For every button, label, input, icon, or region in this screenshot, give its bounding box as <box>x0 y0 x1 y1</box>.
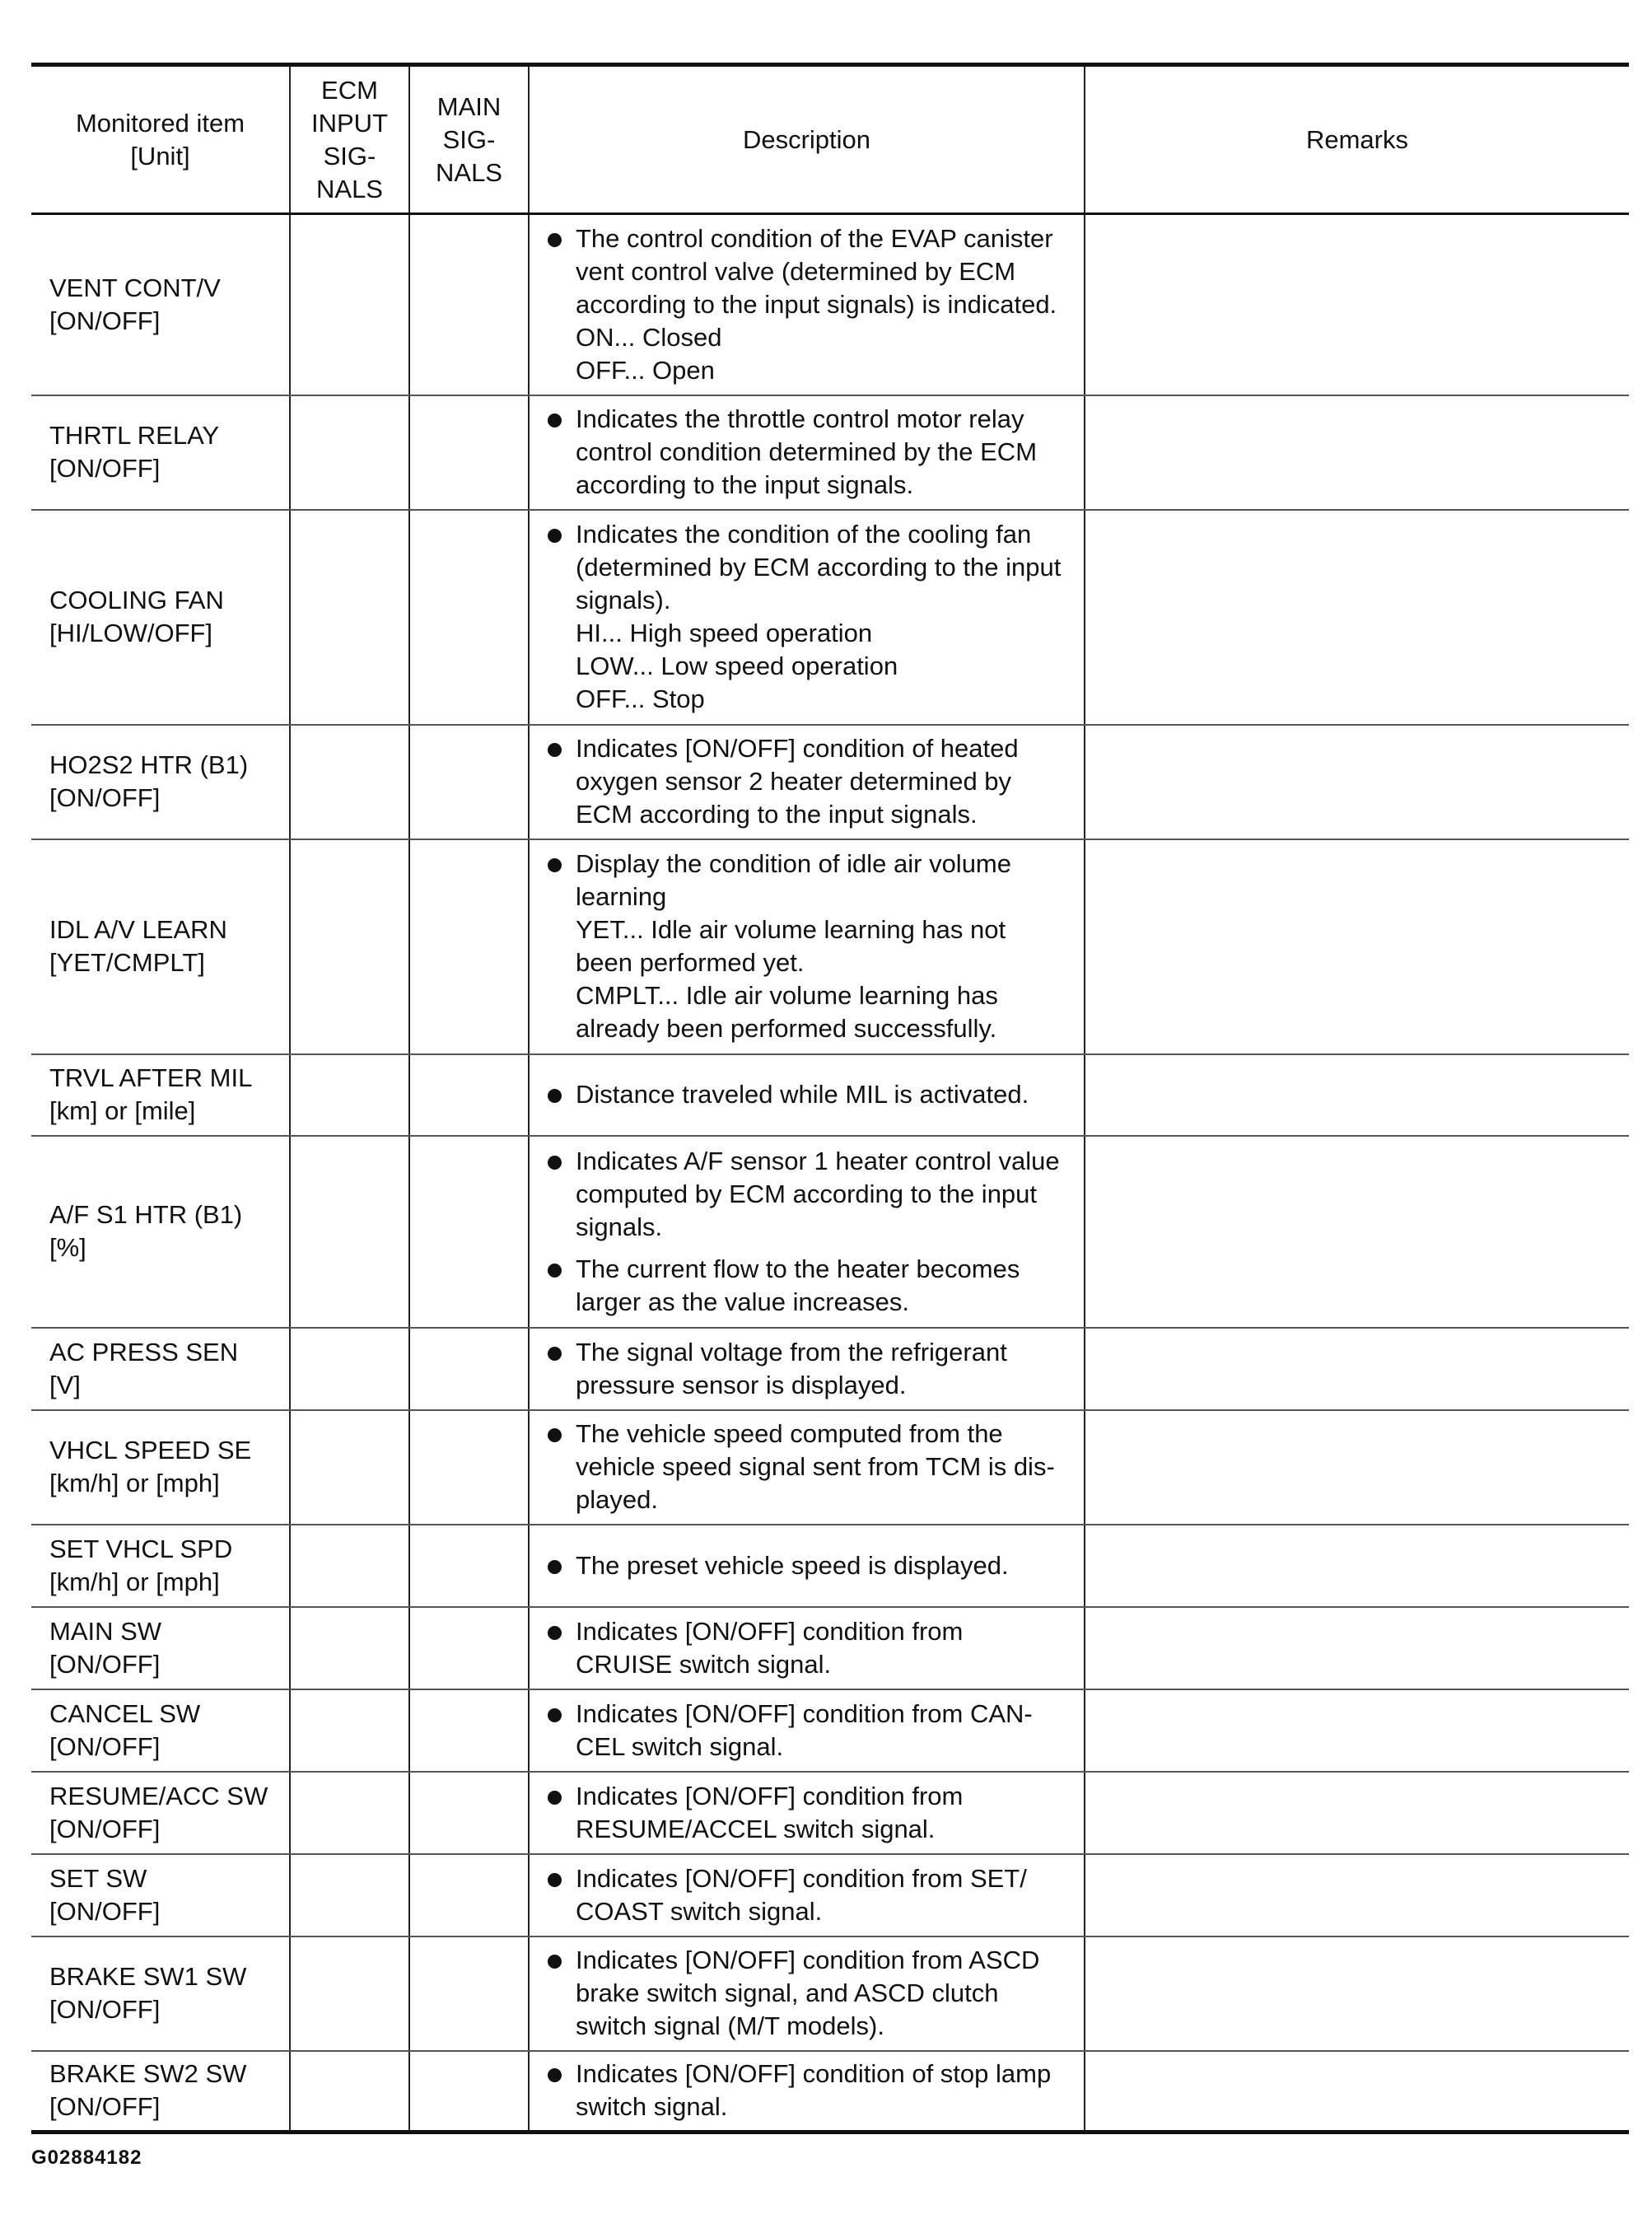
table-row <box>31 214 1629 395</box>
ecm-input-signals-cell <box>290 2051 409 2133</box>
remarks-cell <box>1085 1410 1629 1525</box>
monitored-item-cell: BRAKE SW2 SW [ON/OFF] <box>31 2051 290 2133</box>
monitored-item-cell: SET VHCL SPD [km/h] or [mph] <box>31 1525 290 1607</box>
header-main-signals: MAIN SIG- NALS <box>409 65 529 214</box>
bullet-dot-icon <box>548 529 562 543</box>
remarks-cell <box>1085 725 1629 839</box>
header-ecm-input-signals: ECM INPUT SIG- NALS <box>290 65 409 214</box>
figure-code: G02884182 <box>31 2147 142 2169</box>
remarks-cell <box>1085 1772 1629 1854</box>
table-row <box>31 839 1629 1054</box>
bullet-dot-icon <box>548 1264 562 1278</box>
description-text: The control condition of the EVAP canister vent control valve (determined by ECM according to the input signals) is indicated. ON... Closed OFF... Open <box>576 223 1057 385</box>
bullet-dot-icon <box>548 1791 562 1805</box>
remarks-cell <box>1085 1328 1629 1410</box>
description-text: Indicates [ON/OFF] condition of stop lamp switch signal. <box>576 2059 1052 2122</box>
description-text: Indicates [ON/OFF] condition from SET/ COAST switch signal. <box>576 1863 1027 1926</box>
bullet-dot-icon <box>548 1873 562 1887</box>
main-signals-cell <box>409 839 529 1054</box>
table-row <box>31 725 1629 839</box>
ecm-input-signals-cell <box>290 1136 409 1328</box>
description-cell <box>529 725 1085 839</box>
description-text: Indicates [ON/OFF] condition from RESUME/ACCEL switch signal. <box>576 1781 964 1843</box>
description-cell <box>529 510 1085 725</box>
bullet-dot-icon <box>548 858 562 872</box>
table-row <box>31 1410 1629 1525</box>
description-text: Indicates [ON/OFF] condition from CAN- CEL switch signal. <box>576 1698 1033 1761</box>
table-row <box>31 1772 1629 1854</box>
bullet-dot-icon <box>548 743 562 757</box>
description-text: Indicates [ON/OFF] condition from CRUISE switch signal. <box>576 1616 964 1679</box>
main-signals-cell <box>409 1854 529 1936</box>
remarks-cell <box>1085 214 1629 395</box>
description-cell <box>529 1410 1085 1525</box>
ecm-input-signals-cell <box>290 1525 409 1607</box>
ecm-input-signals-cell <box>290 1772 409 1854</box>
main-signals-cell <box>409 1328 529 1410</box>
remarks-cell <box>1085 1607 1629 1689</box>
bullet-dot-icon <box>548 1955 562 1969</box>
description-cell <box>529 1854 1085 1936</box>
table-row <box>31 1054 1629 1136</box>
table-row <box>31 510 1629 725</box>
bullet-dot-icon <box>548 1626 562 1640</box>
description-cell <box>529 1607 1085 1689</box>
table-row <box>31 2051 1629 2133</box>
ecm-input-signals-cell <box>290 839 409 1054</box>
main-signals-cell <box>409 2051 529 2133</box>
bullet-dot-icon <box>548 413 562 427</box>
monitored-item-cell: VENT CONT/V [ON/OFF] <box>31 214 290 395</box>
monitored-item-cell: IDL A/V LEARN [YET/CMPLT] <box>31 839 290 1054</box>
description-text: Indicates the throttle control motor relay control condition determined by the ECM according to the input signals. <box>576 404 1038 499</box>
description-bullet <box>546 222 1076 387</box>
bullet-dot-icon <box>548 2068 562 2082</box>
remarks-cell <box>1085 1689 1629 1772</box>
ecm-input-signals-cell <box>290 510 409 725</box>
monitored-item-cell: TRVL AFTER MIL [km] or [mile] <box>31 1054 290 1136</box>
description-text: Indicates [ON/OFF] condition from ASCD brake switch signal, and ASCD clutch switch signal (M/T models). <box>576 1946 1040 2040</box>
monitored-item-cell: CANCEL SW [ON/OFF] <box>31 1689 290 1772</box>
bullet-dot-icon <box>548 1560 562 1574</box>
ecm-input-signals-cell <box>290 1689 409 1772</box>
description-bullet <box>546 403 1076 502</box>
main-signals-cell <box>409 1054 529 1136</box>
monitored-item-cell: AC PRESS SEN [V] <box>31 1328 290 1410</box>
description-text: The current flow to the heater becomes larger as the value increases. <box>576 1254 1020 1316</box>
description-text: Indicates the condition of the cooling fan (determined by ECM according to the input signals). HI... High speed operation LOW... Low speed operation OFF... Stop <box>576 520 1062 713</box>
remarks-cell <box>1085 2051 1629 2133</box>
description-cell <box>529 1136 1085 1328</box>
ecm-input-signals-cell <box>290 214 409 395</box>
description-bullet <box>546 1780 1076 1846</box>
monitored-item-cell: MAIN SW [ON/OFF] <box>31 1607 290 1689</box>
table-row <box>31 395 1629 510</box>
header-remarks: Remarks <box>1085 65 1629 214</box>
monitor-items-table <box>31 63 1629 2134</box>
description-bullet <box>546 848 1076 1045</box>
main-signals-cell <box>409 214 529 395</box>
description-bullet <box>546 1418 1076 1516</box>
monitored-item-cell: HO2S2 HTR (B1) [ON/OFF] <box>31 725 290 839</box>
main-signals-cell <box>409 1136 529 1328</box>
ecm-input-signals-cell <box>290 1054 409 1136</box>
table-header-row <box>31 65 1629 214</box>
description-text: Display the condition of idle air volume learning YET... Idle air volume learning has not been performed yet. CMPLT... Idle air volume learning has already been performed successfully. <box>576 849 1011 1043</box>
monitored-item-cell: SET SW [ON/OFF] <box>31 1854 290 1936</box>
description-cell <box>529 214 1085 395</box>
monitored-item-cell: A/F S1 HTR (B1) [%] <box>31 1136 290 1328</box>
main-signals-cell <box>409 1525 529 1607</box>
main-signals-cell <box>409 1410 529 1525</box>
description-bullet <box>546 1615 1076 1681</box>
monitored-item-cell: COOLING FAN [HI/LOW/OFF] <box>31 510 290 725</box>
ecm-input-signals-cell <box>290 1328 409 1410</box>
remarks-cell <box>1085 1525 1629 1607</box>
table-row <box>31 1854 1629 1936</box>
description-text: The signal voltage from the refrigerant pressure sensor is displayed. <box>576 1337 1007 1399</box>
description-bullet <box>546 1549 1076 1582</box>
description-cell <box>529 1689 1085 1772</box>
header-description: Description <box>529 65 1085 214</box>
description-bullet <box>546 518 1076 716</box>
bullet-dot-icon <box>548 1428 562 1442</box>
description-bullet <box>546 1145 1076 1244</box>
main-signals-cell <box>409 510 529 725</box>
monitored-item-cell: THRTL RELAY [ON/OFF] <box>31 395 290 510</box>
description-text: Distance traveled while MIL is activated. <box>576 1080 1029 1109</box>
monitored-item-cell: RESUME/ACC SW [ON/OFF] <box>31 1772 290 1854</box>
remarks-cell <box>1085 1054 1629 1136</box>
table-row <box>31 1936 1629 2051</box>
table-row <box>31 1607 1629 1689</box>
bullet-dot-icon <box>548 1708 562 1722</box>
remarks-cell <box>1085 510 1629 725</box>
main-signals-cell <box>409 1607 529 1689</box>
ecm-input-signals-cell <box>290 1607 409 1689</box>
bullet-dot-icon <box>548 233 562 247</box>
bullet-dot-icon <box>548 1347 562 1361</box>
document-page <box>31 63 1629 2134</box>
description-bullet <box>546 732 1076 831</box>
description-cell <box>529 1328 1085 1410</box>
description-cell <box>529 1525 1085 1607</box>
header-monitored-item: Monitored item [Unit] <box>31 65 290 214</box>
remarks-cell <box>1085 839 1629 1054</box>
description-cell <box>529 839 1085 1054</box>
description-cell <box>529 395 1085 510</box>
main-signals-cell <box>409 1936 529 2051</box>
description-bullet <box>546 1253 1076 1319</box>
table-row <box>31 1328 1629 1410</box>
ecm-input-signals-cell <box>290 1410 409 1525</box>
ecm-input-signals-cell <box>290 1936 409 2051</box>
remarks-cell <box>1085 1936 1629 2051</box>
bullet-dot-icon <box>548 1089 562 1103</box>
main-signals-cell <box>409 1689 529 1772</box>
bullet-dot-icon <box>548 1156 562 1170</box>
remarks-cell <box>1085 1136 1629 1328</box>
ecm-input-signals-cell <box>290 1854 409 1936</box>
description-cell <box>529 1054 1085 1136</box>
description-bullet <box>546 1944 1076 2043</box>
description-bullet <box>546 2058 1076 2123</box>
monitored-item-cell: VHCL SPEED SE [km/h] or [mph] <box>31 1410 290 1525</box>
remarks-cell <box>1085 1854 1629 1936</box>
description-bullet <box>546 1698 1076 1764</box>
description-text: Indicates A/F sensor 1 heater control value computed by ECM according to the input signals. <box>576 1146 1060 1241</box>
description-bullet <box>546 1336 1076 1402</box>
description-bullet <box>546 1078 1076 1111</box>
ecm-input-signals-cell <box>290 725 409 839</box>
ecm-input-signals-cell <box>290 395 409 510</box>
description-text: The preset vehicle speed is displayed. <box>576 1550 1009 1580</box>
main-signals-cell <box>409 725 529 839</box>
table-row <box>31 1525 1629 1607</box>
description-cell <box>529 1936 1085 2051</box>
remarks-cell <box>1085 395 1629 510</box>
main-signals-cell <box>409 395 529 510</box>
table-row <box>31 1136 1629 1328</box>
description-bullet <box>546 1862 1076 1928</box>
description-text: The vehicle speed computed from the vehicle speed signal sent from TCM is dis- played. <box>576 1419 1055 1514</box>
description-cell <box>529 2051 1085 2133</box>
description-text: Indicates [ON/OFF] condition of heated oxygen sensor 2 heater determined by ECM according to the input signals. <box>576 734 1019 829</box>
monitored-item-cell: BRAKE SW1 SW [ON/OFF] <box>31 1936 290 2051</box>
main-signals-cell <box>409 1772 529 1854</box>
table-row <box>31 1689 1629 1772</box>
description-cell <box>529 1772 1085 1854</box>
